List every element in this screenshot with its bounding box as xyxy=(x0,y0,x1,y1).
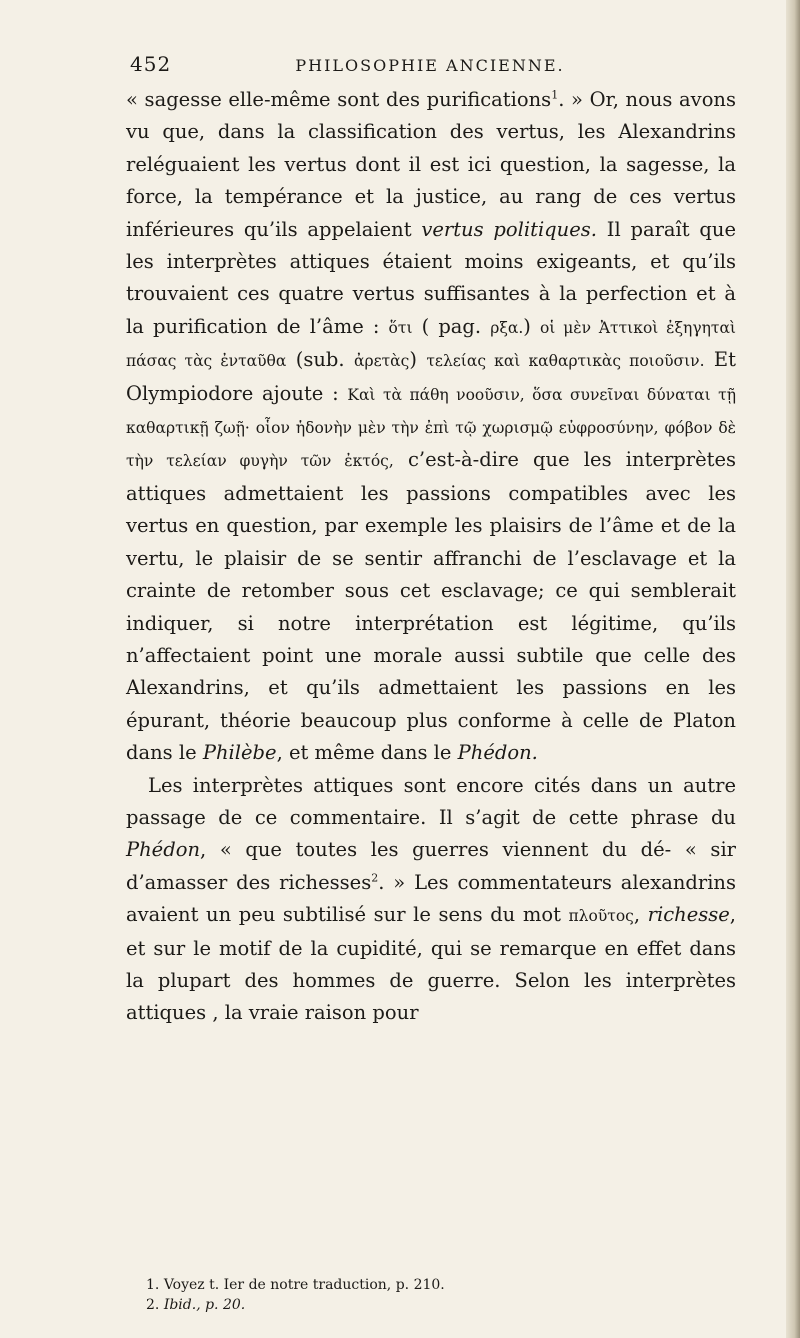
footnote-mark: 1. xyxy=(146,1277,160,1293)
text: Les interprètes attiques sont encore cités dans un autre passage de ce commentaire. Il s’agit de cette phrase du xyxy=(126,773,736,829)
footnote-2 xyxy=(146,1295,726,1315)
greek-quote: ὅτι xyxy=(388,318,413,337)
text: ) xyxy=(523,314,540,338)
emphasis: Phédon. xyxy=(457,741,538,765)
emphasis: vertus politiques. xyxy=(421,217,597,241)
emphasis: richesse xyxy=(647,903,730,927)
footnote-text: Voyez t. Ier de notre traduction, p. 210. xyxy=(163,1277,445,1293)
footnote-ref-2: 2 xyxy=(371,871,379,885)
greek-quote: οἱ μὲν Ἀττικοὶ ἐξηγηταὶ πάσας τὰς ἐνταῦθα xyxy=(126,318,736,371)
text: « sagesse elle-même sont des purifications xyxy=(126,88,552,111)
text: Et Olympiodore ajoute : xyxy=(126,348,736,405)
page-body xyxy=(126,84,736,1030)
text: , et même dans le xyxy=(276,741,458,765)
emphasis: Philèbe xyxy=(202,741,277,765)
paragraph-1 xyxy=(126,84,736,770)
greek-quote: Καὶ τὰ πάθη νοοῦσιν, ὅσα συνεῖναι δύναται τῇ καθαρτικῇ ζωῇ· οἷον ἡδονὴν μὲν τὴν ἐπὶ τῷ χωρισμῷ εὐφροσύνην, φόβον δὲ τὴν τελείαν φυγὴν τῶν ἐκτός, xyxy=(126,385,736,471)
page-edge-shadow xyxy=(786,0,800,1338)
text: . » Les commentateurs alexandrins avaient un peu subtilisé sur le sens du mot xyxy=(126,870,736,927)
text: , « que toutes les guerres viennent du dé- « sir d’amasser des richesses xyxy=(126,838,736,894)
paragraph-2 xyxy=(126,770,736,1030)
greek-quote: πλοῦτος xyxy=(568,907,634,926)
text: , xyxy=(633,903,648,927)
text: , et sur le motif de la cupidité, qui se remarque en effet dans la plupart des hommes de guerre. Selon les interprètes attiques , la vraie raison pour xyxy=(126,903,736,1025)
footnotes xyxy=(146,1275,726,1315)
greek-quote: ρξα. xyxy=(490,318,524,337)
greek-quote: τελείας καὶ καθαρτικὰς ποιοῦσιν. xyxy=(426,352,705,371)
text: ) xyxy=(409,348,427,372)
text: Il paraît que les interprètes attiques étaient moins exigeants, et qu’ils trouvaient ces quatre vertus suffisantes à la perfection et à la purification de l’âme : xyxy=(126,217,737,338)
footnote-1 xyxy=(146,1275,726,1295)
text: c’est-à-dire que les interprètes attiques admettaient les passions compatibles avec les vertus en question, par exemple les plaisirs de l’âme et de la vertu, le plaisir de se sentir affranchi de l’esclavage et la crainte de retomber sous cet esclavage; ce qui semblerait indiquer, si notre interprétation est légitime, qu’ils n’affectaient point une morale aussi subtile que celle des Alexandrins, et qu’ils admettaient les passions en les épurant, théorie beaucoup plus conforme à celle de Platon dans le xyxy=(126,448,736,765)
text: ( pag. xyxy=(412,314,491,338)
greek-quote: ἀρετὰς xyxy=(354,352,410,371)
emphasis: Phédon xyxy=(126,838,201,862)
text: (sub. xyxy=(286,348,354,372)
footnote-ref-1: 1 xyxy=(551,88,559,102)
text: . » Or, nous avons vu que, dans la classification des vertus, les Alexandrins reléguaient les vertus dont il est ici question, la sagesse, la force, la tempérance et la justice, au rang de ces vertus inférieures qu’ils appelaient xyxy=(126,88,736,241)
page-number: 452 xyxy=(130,52,172,76)
footnote-text: Ibid., p. 20. xyxy=(163,1297,246,1313)
running-title: PHILOSOPHIE ANCIENNE. xyxy=(295,56,565,75)
page-header xyxy=(130,52,730,76)
footnote-mark: 2. xyxy=(146,1297,160,1313)
